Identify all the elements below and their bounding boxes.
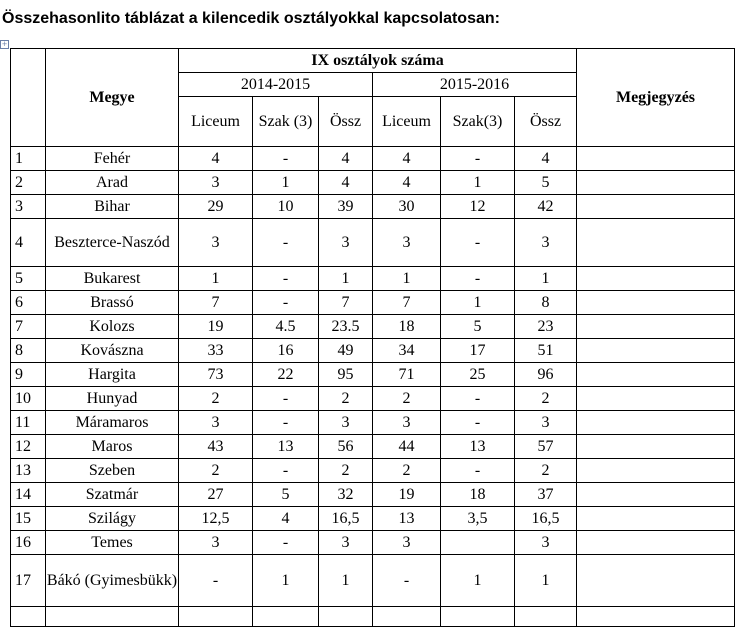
ossz-2014-cell: 56: [319, 435, 373, 459]
ossz-2015-cell: 96: [515, 363, 577, 387]
header-szak-1: Szak (3): [253, 97, 319, 147]
liceum-2014-cell: 1: [179, 267, 253, 291]
note-cell: [577, 507, 735, 531]
note-cell: [577, 531, 735, 555]
row-number: 2: [11, 171, 46, 195]
ossz-2015-cell: 2: [515, 387, 577, 411]
szak-2014-cell: 5: [253, 483, 319, 507]
megye-cell: Bihar: [46, 195, 179, 219]
megye-cell: Szatmár: [46, 483, 179, 507]
row-number: 1: [11, 147, 46, 171]
szak-2014-cell: 1: [253, 171, 319, 195]
liceum-2015-cell: 7: [373, 291, 441, 315]
liceum-2015-cell: 3: [373, 219, 441, 267]
szak-2014-cell: 4: [253, 507, 319, 531]
note-cell: [577, 291, 735, 315]
szak-2015-cell: 1: [441, 291, 515, 315]
szak-2015-cell: 1: [441, 555, 515, 607]
header-liceum-2: Liceum: [373, 97, 441, 147]
liceum-2014-cell: 19: [179, 315, 253, 339]
note-cell: [577, 363, 735, 387]
table-row: [11, 363, 735, 387]
liceum-2014-cell: 27: [179, 483, 253, 507]
table-row: [11, 483, 735, 507]
liceum-2014-cell: 12,5: [179, 507, 253, 531]
note-cell: [577, 339, 735, 363]
table-row: [11, 147, 735, 171]
liceum-2015-cell: -: [373, 555, 441, 607]
megye-cell: Kolozs: [46, 315, 179, 339]
ossz-2014-cell: 39: [319, 195, 373, 219]
note-cell: [577, 459, 735, 483]
szak-2014-cell: 22: [253, 363, 319, 387]
liceum-2015-cell: 30: [373, 195, 441, 219]
megye-cell: Hargita: [46, 363, 179, 387]
liceum-2015-cell: 34: [373, 339, 441, 363]
liceum-2014-cell: 2: [179, 459, 253, 483]
liceum-2015-cell: 2: [373, 387, 441, 411]
megye-cell: Fehér: [46, 147, 179, 171]
comparison-table: [10, 48, 735, 627]
ossz-2014-cell: 49: [319, 339, 373, 363]
liceum-2015-cell: 71: [373, 363, 441, 387]
note-cell: [577, 147, 735, 171]
szak-2014-cell: 1: [253, 555, 319, 607]
liceum-2015-cell: 2: [373, 459, 441, 483]
szak-2014-cell: -: [253, 291, 319, 315]
empty-cell: [441, 607, 515, 627]
szak-2015-cell: -: [441, 147, 515, 171]
header-number: [11, 49, 46, 147]
note-cell: [577, 267, 735, 291]
table-row: [11, 171, 735, 195]
page-title: Összehasonlito táblázat a kilencedik osztályokkal kapcsolatosan:: [2, 10, 500, 27]
ossz-2014-cell: 3: [319, 531, 373, 555]
szak-2015-cell: 3,5: [441, 507, 515, 531]
ossz-2015-cell: 23: [515, 315, 577, 339]
liceum-2014-cell: 43: [179, 435, 253, 459]
ossz-2015-cell: 42: [515, 195, 577, 219]
megye-cell: Bákó (Gyimesbükk): [46, 555, 179, 607]
ossz-2014-cell: 32: [319, 483, 373, 507]
table-row: [11, 267, 735, 291]
header-ossz-2: Össz: [515, 97, 577, 147]
row-number: 14: [11, 483, 46, 507]
header-szak-2: Szak(3): [441, 97, 515, 147]
szak-2014-cell: -: [253, 387, 319, 411]
empty-cell: [253, 607, 319, 627]
empty-cell: [515, 607, 577, 627]
szak-2014-cell: -: [253, 531, 319, 555]
ossz-2014-cell: 23.5: [319, 315, 373, 339]
szak-2015-cell: -: [441, 387, 515, 411]
table-row: [11, 387, 735, 411]
szak-2015-cell: -: [441, 411, 515, 435]
szak-2014-cell: 16: [253, 339, 319, 363]
ossz-2014-cell: 3: [319, 219, 373, 267]
megye-cell: Szilágy: [46, 507, 179, 531]
liceum-2014-cell: 7: [179, 291, 253, 315]
liceum-2015-cell: 19: [373, 483, 441, 507]
liceum-2014-cell: 4: [179, 147, 253, 171]
szak-2015-cell: -: [441, 459, 515, 483]
szak-2014-cell: -: [253, 459, 319, 483]
table-row-empty: [11, 607, 735, 627]
ossz-2015-cell: 5: [515, 171, 577, 195]
table-row: [11, 315, 735, 339]
ossz-2014-cell: 7: [319, 291, 373, 315]
header-ossz-1: Össz: [319, 97, 373, 147]
ossz-2014-cell: 1: [319, 555, 373, 607]
header-year-2015: 2015-2016: [373, 73, 577, 97]
szak-2015-cell: 18: [441, 483, 515, 507]
table-row: [11, 531, 735, 555]
header-year-2014: 2014-2015: [179, 73, 373, 97]
szak-2015-cell: 1: [441, 171, 515, 195]
header-group: IX osztályok száma: [179, 49, 577, 73]
liceum-2014-cell: 3: [179, 411, 253, 435]
szak-2014-cell: 13: [253, 435, 319, 459]
note-cell: [577, 411, 735, 435]
megye-cell: Maros: [46, 435, 179, 459]
megye-cell: Kovászna: [46, 339, 179, 363]
liceum-2014-cell: 33: [179, 339, 253, 363]
table-row: [11, 555, 735, 607]
ossz-2014-cell: 4: [319, 171, 373, 195]
row-number: 16: [11, 531, 46, 555]
row-number: 9: [11, 363, 46, 387]
ossz-2015-cell: 1: [515, 555, 577, 607]
note-cell: [577, 435, 735, 459]
megye-cell: Brassó: [46, 291, 179, 315]
szak-2014-cell: 10: [253, 195, 319, 219]
liceum-2015-cell: 4: [373, 171, 441, 195]
empty-cell: [319, 607, 373, 627]
row-number: 12: [11, 435, 46, 459]
ossz-2014-cell: 1: [319, 267, 373, 291]
liceum-2015-cell: 18: [373, 315, 441, 339]
liceum-2015-cell: 3: [373, 411, 441, 435]
table-row: [11, 195, 735, 219]
ossz-2015-cell: 3: [515, 531, 577, 555]
liceum-2014-cell: 3: [179, 171, 253, 195]
megye-cell: Szeben: [46, 459, 179, 483]
header-liceum-1: Liceum: [179, 97, 253, 147]
megye-cell: Temes: [46, 531, 179, 555]
ossz-2014-cell: 2: [319, 459, 373, 483]
table-row: [11, 339, 735, 363]
szak-2015-cell: -: [441, 267, 515, 291]
ossz-2014-cell: 16,5: [319, 507, 373, 531]
note-cell: [577, 171, 735, 195]
header-note: Megjegyzés: [577, 49, 735, 147]
liceum-2014-cell: 73: [179, 363, 253, 387]
ossz-2015-cell: 16,5: [515, 507, 577, 531]
liceum-2015-cell: 4: [373, 147, 441, 171]
ossz-2015-cell: 3: [515, 219, 577, 267]
row-number: 11: [11, 411, 46, 435]
megye-cell: Bukarest: [46, 267, 179, 291]
liceum-2015-cell: 44: [373, 435, 441, 459]
liceum-2015-cell: 1: [373, 267, 441, 291]
szak-2015-cell: 13: [441, 435, 515, 459]
szak-2015-cell: 17: [441, 339, 515, 363]
szak-2014-cell: 4.5: [253, 315, 319, 339]
ossz-2015-cell: 37: [515, 483, 577, 507]
table-row: [11, 435, 735, 459]
row-number: 5: [11, 267, 46, 291]
liceum-2015-cell: 13: [373, 507, 441, 531]
megye-cell: Beszterce-Naszód: [46, 219, 179, 267]
row-number: 15: [11, 507, 46, 531]
ossz-2015-cell: 1: [515, 267, 577, 291]
liceum-2015-cell: 3: [373, 531, 441, 555]
ossz-2015-cell: 3: [515, 411, 577, 435]
szak-2015-cell: [441, 531, 515, 555]
row-number: 7: [11, 315, 46, 339]
szak-2014-cell: -: [253, 219, 319, 267]
ossz-2014-cell: 95: [319, 363, 373, 387]
szak-2014-cell: -: [253, 411, 319, 435]
ossz-2015-cell: 2: [515, 459, 577, 483]
ossz-2014-cell: 2: [319, 387, 373, 411]
szak-2015-cell: -: [441, 219, 515, 267]
row-number: 4: [11, 219, 46, 267]
note-cell: [577, 219, 735, 267]
empty-cell: [179, 607, 253, 627]
row-number: 3: [11, 195, 46, 219]
ossz-2014-cell: 4: [319, 147, 373, 171]
szak-2015-cell: 25: [441, 363, 515, 387]
empty-cell: [577, 607, 735, 627]
table-move-handle-icon[interactable]: +: [1, 40, 8, 48]
note-cell: [577, 387, 735, 411]
row-number: 17: [11, 555, 46, 607]
empty-cell: [11, 607, 46, 627]
megye-cell: Hunyad: [46, 387, 179, 411]
liceum-2014-cell: -: [179, 555, 253, 607]
empty-cell: [46, 607, 179, 627]
liceum-2014-cell: 29: [179, 195, 253, 219]
ossz-2014-cell: 3: [319, 411, 373, 435]
row-number: 6: [11, 291, 46, 315]
row-number: 10: [11, 387, 46, 411]
ossz-2015-cell: 57: [515, 435, 577, 459]
note-cell: [577, 315, 735, 339]
row-number: 13: [11, 459, 46, 483]
liceum-2014-cell: 3: [179, 219, 253, 267]
note-cell: [577, 483, 735, 507]
szak-2015-cell: 12: [441, 195, 515, 219]
table-row: [11, 507, 735, 531]
row-number: 8: [11, 339, 46, 363]
megye-cell: Máramaros: [46, 411, 179, 435]
ossz-2015-cell: 51: [515, 339, 577, 363]
szak-2014-cell: -: [253, 267, 319, 291]
ossz-2015-cell: 8: [515, 291, 577, 315]
table-row: [11, 411, 735, 435]
header-megye: Megye: [46, 49, 179, 147]
ossz-2015-cell: 4: [515, 147, 577, 171]
empty-cell: [373, 607, 441, 627]
table-row: [11, 459, 735, 483]
megye-cell: Arad: [46, 171, 179, 195]
note-cell: [577, 555, 735, 607]
table-row: [11, 219, 735, 267]
szak-2014-cell: -: [253, 147, 319, 171]
liceum-2014-cell: 2: [179, 387, 253, 411]
liceum-2014-cell: 3: [179, 531, 253, 555]
table-row: [11, 291, 735, 315]
note-cell: [577, 195, 735, 219]
szak-2015-cell: 5: [441, 315, 515, 339]
